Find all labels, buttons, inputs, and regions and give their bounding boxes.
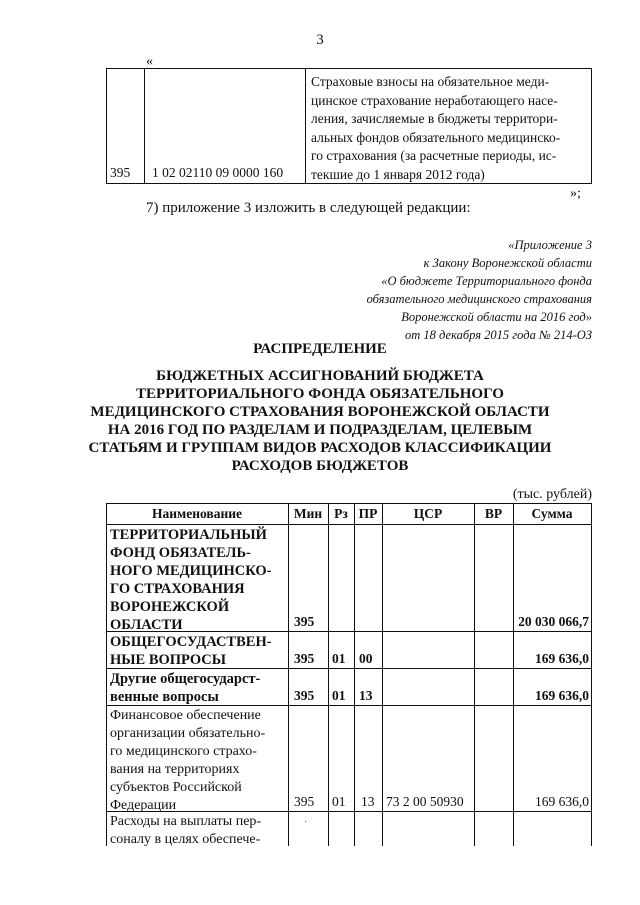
- name-line: го медицинского страхо-: [110, 744, 257, 759]
- cell-csr: 73 2 00 50930: [386, 794, 464, 809]
- name-line: НОГО МЕДИЦИНСКО-: [110, 563, 272, 579]
- table-row: [106, 811, 592, 846]
- header-min: Мин: [293, 506, 323, 521]
- title-line: РАСХОДОВ БЮДЖЕТОВ: [231, 458, 409, 474]
- text-line: го страхования (за расчетные периоды, ис-: [311, 148, 557, 164]
- header-csr: ЦСР: [413, 506, 443, 521]
- unit-label: (тыс. рублей): [512, 487, 592, 502]
- name-line: соналу в целях обеспече-: [110, 832, 261, 847]
- title-line: ТЕРРИТОРИАЛЬНОГО ФОНДА ОБЯЗАТЕЛЬНОГО: [136, 386, 504, 402]
- name-line: Федерации: [110, 798, 177, 813]
- name-line: Расходы на выплаты пер-: [110, 814, 262, 829]
- cell-pr: 13: [361, 794, 375, 809]
- text-line: цинское страхование неработающего насе-: [311, 92, 558, 108]
- note-line: обязательного медицинского страхования: [366, 292, 592, 307]
- name-line: ТЕРРИТОРИАЛЬНЫЙ: [110, 527, 267, 543]
- header-sum: Сумма: [531, 506, 573, 521]
- title-line: БЮДЖЕТНЫХ АССИГНОВАНИЙ БЮДЖЕТА: [156, 368, 484, 384]
- open-quote: «: [146, 54, 153, 69]
- row-name: [110, 707, 286, 815]
- cell-rz: 01: [332, 688, 346, 703]
- name-line: венные вопросы: [110, 689, 219, 705]
- vertical-rule: [305, 69, 306, 183]
- title-main: РАСПРЕДЕЛЕНИЕ: [253, 341, 387, 357]
- continuation-table: [106, 68, 592, 184]
- title-line: НА 2016 ГОД ПО РАЗДЕЛАМ И ПОДРАЗДЕЛАМ, ЦЕЛЕВЫМ: [107, 422, 533, 438]
- name-line: НЫЕ ВОПРОСЫ: [110, 652, 226, 668]
- note-line: от 18 декабря 2015 года № 214-ОЗ: [405, 328, 592, 343]
- cell-min: 395: [294, 688, 315, 703]
- name-line: ОБЩЕГОСУДАСТВЕН-: [110, 634, 272, 650]
- text-line: текшие до 1 января 2012 года): [311, 166, 485, 182]
- table-row: [106, 524, 592, 631]
- text-line: ления, зачисляемые в бюджеты территори-: [311, 111, 558, 127]
- cell-rz: 01: [332, 651, 346, 666]
- cell-rz: 01: [332, 794, 346, 809]
- document-title: [40, 340, 600, 475]
- cell-min: 395: [294, 794, 315, 809]
- budget-table: [106, 503, 592, 846]
- name-line: ВОРОНЕЖСКОЙ: [110, 599, 230, 615]
- title-line: МЕДИЦИНСКОГО СТРАХОВАНИЯ ВОРОНЕЖСКОЙ ОБЛАСТИ: [90, 404, 550, 420]
- vertical-rule: [591, 69, 592, 183]
- cell-sum: 169 636,0: [535, 794, 589, 809]
- cell-sum: 169 636,0: [535, 688, 589, 703]
- title-line: СТАТЬЯМ И ГРУППАМ ВИДОВ РАСХОДОВ КЛАССИФИКАЦИИ: [88, 440, 552, 456]
- name-line: организации обязательно-: [110, 726, 266, 741]
- name-line: Финансовое обеспечение: [110, 708, 261, 723]
- row-name: [110, 526, 286, 634]
- name-line: ГО СТРАХОВАНИЯ: [110, 581, 245, 597]
- name-line: вания на территориях: [110, 762, 240, 777]
- page-number: 3: [316, 32, 324, 48]
- row-name: [110, 670, 286, 706]
- header-vr: ВР: [484, 506, 503, 521]
- text-line: альных фондов обязательного медицинско-: [311, 129, 561, 145]
- kbk-code: 1 02 02110 09 0000 160: [152, 165, 284, 180]
- appendix-note: [300, 236, 592, 345]
- close-quote: »;: [570, 186, 581, 201]
- vertical-rule: [106, 69, 107, 183]
- text-line: Страховые взносы на обязательное меди-: [311, 74, 550, 89]
- row-name: [110, 633, 286, 669]
- cell-min: 395: [294, 651, 315, 666]
- scan-speck: ·: [304, 817, 308, 828]
- table-row: [106, 668, 592, 705]
- header-rz: Рз: [334, 506, 348, 521]
- amendment-text: 7) приложение 3 изложить в следующей редакции:: [146, 200, 471, 216]
- cell-pr: 13: [359, 688, 373, 703]
- cell-sum: 169 636,0: [535, 651, 589, 666]
- name-line: субъектов Российской: [110, 780, 242, 795]
- table-row: [106, 631, 592, 668]
- table-row: [106, 705, 592, 811]
- note-line: Воронежской области на 2016 год»: [401, 310, 592, 325]
- revenue-description: [311, 73, 589, 185]
- header-name: Наименование: [152, 506, 242, 521]
- cell-min: 395: [294, 614, 315, 629]
- name-line: ФОНД ОБЯЗАТЕЛЬ-: [110, 545, 251, 561]
- cell-sum: 20 030 066,7: [518, 614, 589, 629]
- cell-pr: 00: [359, 651, 373, 666]
- note-line: «О бюджете Территориального фонда: [381, 274, 592, 289]
- name-line: ОБЛАСТИ: [110, 617, 183, 633]
- name-line: Другие общегосударст-: [110, 671, 261, 687]
- admin-code: 395: [110, 165, 131, 180]
- note-line: к Закону Воронежской области: [423, 256, 592, 271]
- header-pr: ПР: [358, 506, 378, 521]
- vertical-rule: [144, 69, 145, 183]
- note-line: «Приложение 3: [508, 238, 592, 252]
- row-name: [110, 813, 286, 849]
